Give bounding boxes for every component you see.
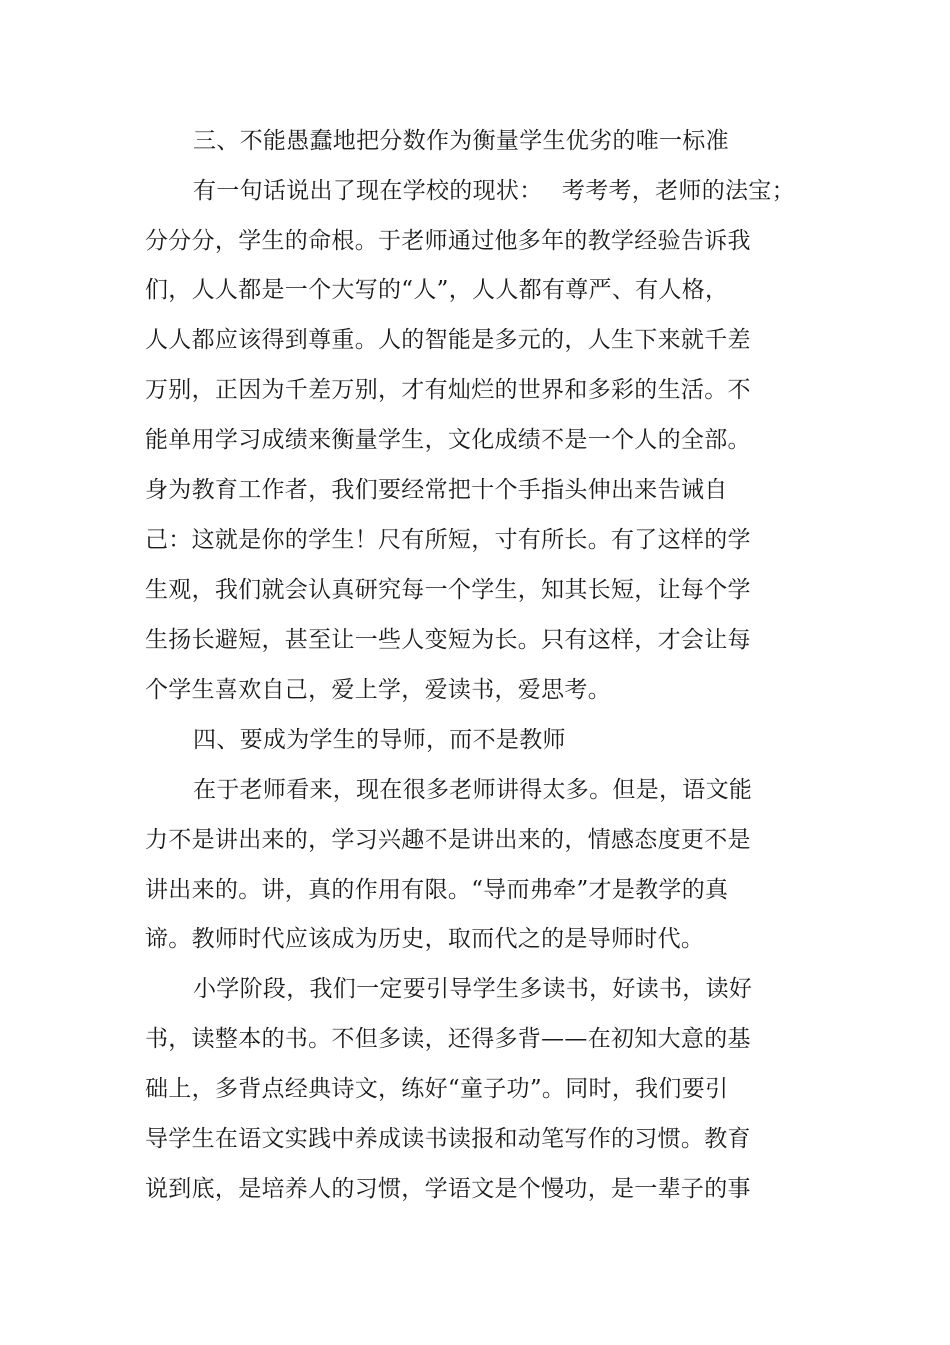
paragraph-line: 说到底，是培养人的习惯，学语文是个慢功，是一辈子的事 (145, 1176, 751, 1202)
section-heading-4: 四、要成为学生的导师，而不是教师 (193, 727, 566, 753)
paragraph-line: 谛。教师时代应该成为历史，取而代之的是导师时代。 (145, 926, 705, 952)
paragraph-line: 人人都应该得到尊重。人的智能是多元的，人生下来就千差 (145, 327, 751, 353)
paragraph-line: 小学阶段，我们一定要引导学生多读书，好读书，读好 (193, 976, 753, 1002)
paragraph-line: 在于老师看来，现在很多老师讲得太多。但是，语文能 (193, 777, 753, 803)
paragraph-line: 己：这就是你的学生！尺有所短，寸有所长。有了这样的学 (145, 527, 751, 553)
paragraph-line: 础上，多背点经典诗文，练好“童子功”。同时，我们要引 (145, 1076, 729, 1102)
paragraph-line: 讲出来的。讲，真的作用有限。“导而弗牵”才是教学的真 (145, 877, 729, 903)
paragraph-line: 个学生喜欢自己，爱上学，爱读书，爱思考。 (145, 677, 611, 703)
paragraph-line: 力不是讲出来的，学习兴趣不是讲出来的，情感态度更不是 (145, 827, 751, 853)
paragraph-line: 身为教育工作者，我们要经常把十个手指头伸出来告诫自 (145, 477, 728, 503)
paragraph-line: 们，人人都是一个大写的“人”，人人都有尊严、有人格， (145, 277, 729, 303)
paragraph-line: 万别，正因为千差万别，才有灿烂的世界和多彩的生活。不 (145, 377, 751, 403)
paragraph-line: 能单用学习成绩来衡量学生，文化成绩不是一个人的全部。 (145, 427, 751, 453)
paragraph-line: 导学生在语文实践中养成读书读报和动笔写作的习惯。教育 (145, 1126, 751, 1152)
paragraph-line: 生扬长避短，甚至让一些人变短为长。只有这样，才会让每 (145, 627, 751, 653)
section-heading-3: 三、不能愚蠢地把分数作为衡量学生优劣的唯一标准 (193, 128, 729, 154)
paragraph-line: 分分分，学生的命根。于老师通过他多年的教学经验告诉我 (145, 228, 751, 254)
paragraph-line: 有一句话说出了现在学校的现状： 考考考，老师的法宝； (193, 178, 795, 204)
paragraph-line: 生观，我们就会认真研究每一个学生，知其长短，让每个学 (145, 577, 751, 603)
paragraph-line: 书，读整本的书。不但多读，还得多背——在初知大意的基 (145, 1026, 751, 1052)
